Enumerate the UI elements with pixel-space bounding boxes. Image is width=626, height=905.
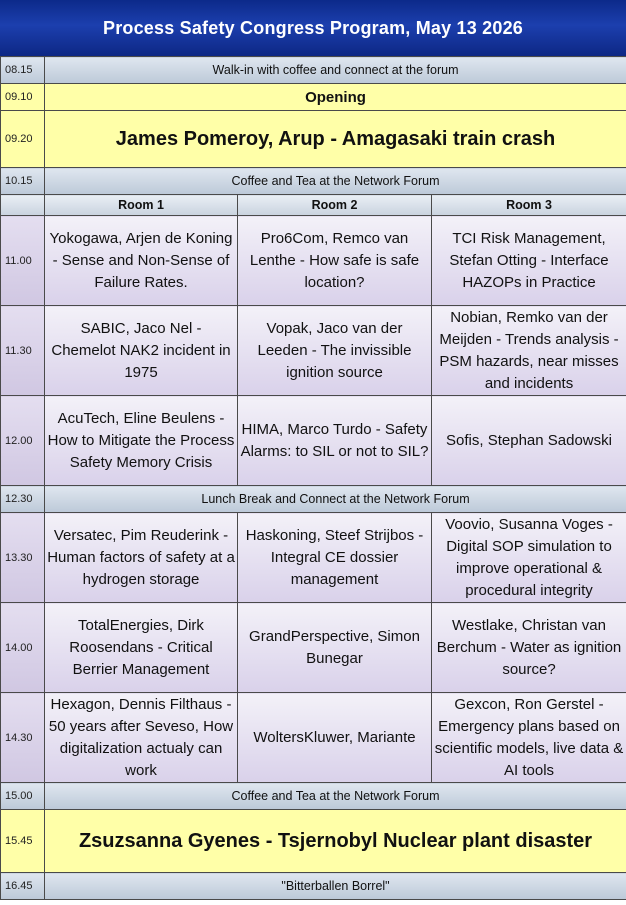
session-cell: GrandPerspective, Simon Bunegar	[238, 603, 432, 693]
time-cell: 11.30	[1, 306, 45, 396]
session-cell: Pro6Com, Remco van Lenthe - How safe is safe location?	[238, 216, 432, 306]
table-row	[1, 810, 626, 873]
session-cell: Westlake, Christan van Berchum - Water as ignition source?	[432, 603, 626, 693]
table-row	[1, 216, 626, 306]
table-row	[1, 168, 626, 195]
table-row	[1, 693, 626, 783]
session-cell: SABIC, Jaco Nel - Chemelot NAK2 incident in 1975	[45, 306, 238, 396]
session-cell: Yokogawa, Arjen de Koning - Sense and Non-Sense of Failure Rates.	[45, 216, 238, 306]
time-cell: 15.00	[1, 783, 45, 810]
time-cell: 15.45	[1, 810, 45, 873]
session-cell: Haskoning, Steef Strijbos - Integral CE dossier management	[238, 513, 432, 603]
table-row	[1, 783, 626, 810]
session-cell: TCI Risk Management, Stefan Otting - Interface HAZOPs in Practice	[432, 216, 626, 306]
session-cell: WoltersKluwer, Mariante	[238, 693, 432, 783]
room-1-header: Room 1	[45, 195, 238, 216]
time-cell: 11.00	[1, 216, 45, 306]
room-2-header: Room 2	[238, 195, 432, 216]
time-cell: 10.15	[1, 168, 45, 195]
table-row	[1, 513, 626, 603]
time-cell: 08.15	[1, 57, 45, 84]
time-cell: 13.30	[1, 513, 45, 603]
session-cell: Hexagon, Dennis Filthaus - 50 years after Seveso, How digitalization actualy can work	[45, 693, 238, 783]
time-cell: 12.30	[1, 486, 45, 513]
session-cell: HIMA, Marco Turdo - Safety Alarms: to SIL or not to SIL?	[238, 396, 432, 486]
time-cell: 14.00	[1, 603, 45, 693]
time-cell: 12.00	[1, 396, 45, 486]
table-row	[1, 486, 626, 513]
opening-cell: Opening	[45, 84, 626, 111]
time-header-cell	[1, 195, 45, 216]
table-row	[1, 111, 626, 168]
room-3-header: Room 3	[432, 195, 626, 216]
closing-keynote-cell: Zsuzsanna Gyenes - Tsjernobyl Nuclear plant disaster	[45, 810, 626, 873]
session-cell: Nobian, Remko van der Meijden - Trends analysis - PSM hazards, near misses and incidents	[432, 306, 626, 396]
session-cell: Versatec, Pim Reuderink - Human factors of safety at a hydrogen storage	[45, 513, 238, 603]
session-cell: Gexcon, Ron Gerstel - Emergency plans based on scientific models, live data & AI tools	[432, 693, 626, 783]
break-cell: Coffee and Tea at the Network Forum	[45, 168, 626, 195]
schedule-table	[0, 56, 626, 900]
program-title: Process Safety Congress Program, May 13 2026	[0, 0, 626, 56]
break-cell: Coffee and Tea at the Network Forum	[45, 783, 626, 810]
table-row	[1, 396, 626, 486]
session-cell: TotalEnergies, Dirk Roosendans - Critical Berrier Management	[45, 603, 238, 693]
room-header-row	[1, 195, 626, 216]
table-row	[1, 306, 626, 396]
walk-in-cell: Walk-in with coffee and connect at the forum	[45, 57, 626, 84]
time-cell: 09.10	[1, 84, 45, 111]
session-cell: Voovio, Susanna Voges - Digital SOP simulation to improve operational & procedural integrity	[432, 513, 626, 603]
session-cell: AcuTech, Eline Beulens - How to Mitigate the Process Safety Memory Crisis	[45, 396, 238, 486]
time-cell: 09.20	[1, 111, 45, 168]
table-row	[1, 873, 626, 900]
table-row	[1, 57, 626, 84]
borrel-cell: "Bitterballen Borrel"	[45, 873, 626, 900]
lunch-cell: Lunch Break and Connect at the Network Forum	[45, 486, 626, 513]
session-cell: Vopak, Jaco van der Leeden - The invissible ignition source	[238, 306, 432, 396]
time-cell: 16.45	[1, 873, 45, 900]
table-row	[1, 84, 626, 111]
session-cell: Sofis, Stephan Sadowski	[432, 396, 626, 486]
table-row	[1, 603, 626, 693]
keynote-cell: James Pomeroy, Arup - Amagasaki train crash	[45, 111, 626, 168]
time-cell: 14.30	[1, 693, 45, 783]
